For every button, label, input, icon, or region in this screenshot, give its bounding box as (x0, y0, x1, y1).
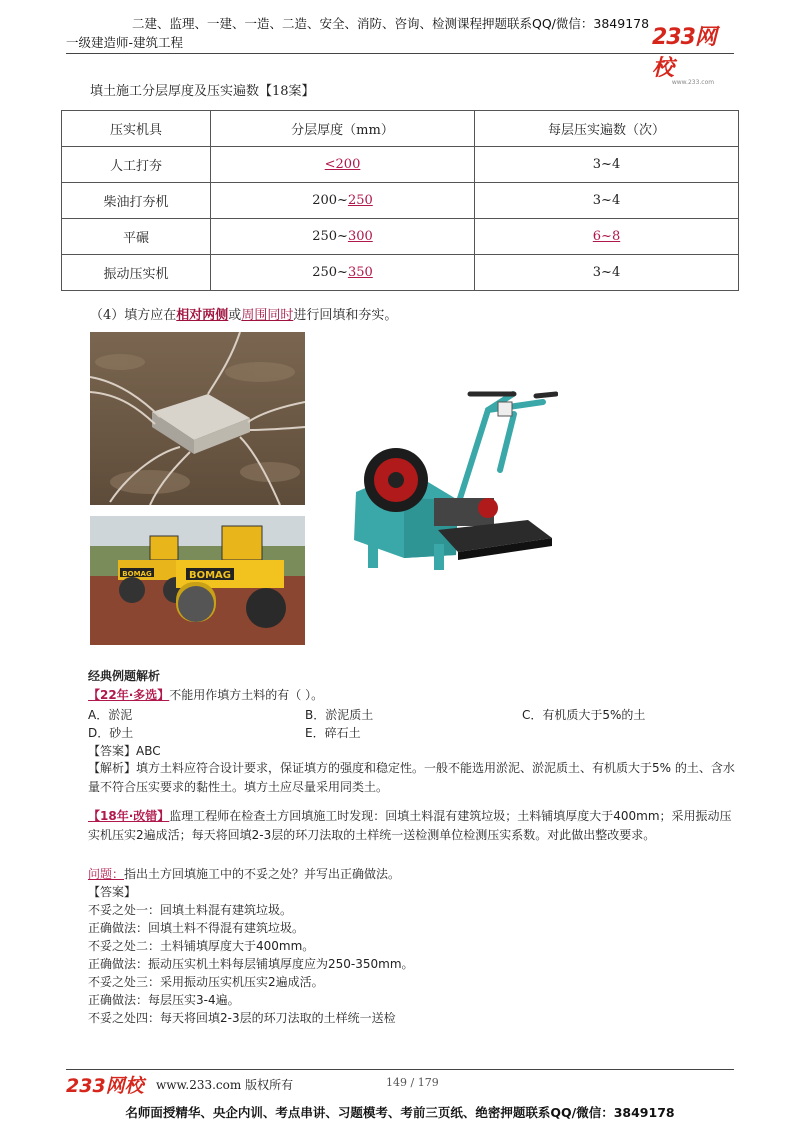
thickness-highlight: 350 (347, 265, 373, 280)
option-c: C．有机质大于5%的土 (522, 708, 646, 722)
question-2-prompt (88, 865, 400, 882)
photo-road-rollers (90, 516, 305, 645)
answer-line: 不妥之处二：土料铺填厚度大于400mm。 (88, 939, 315, 953)
header-passes: 每层压实遍数（次） (475, 111, 739, 147)
photo-plate-compactor (90, 332, 305, 505)
answer-line: 不妥之处一：回填土料混有建筑垃圾。 (88, 903, 293, 917)
header-contact-line: 二建、监理、一建、一造、二造、安全、消防、咨询、检测课程押题联系QQ/微信：3849178 (132, 16, 650, 31)
header-subtitle: 一级建造师-建筑工程 (66, 35, 184, 50)
roller-brand-back: BOMAG (122, 570, 152, 578)
cell-machine: 人工打夯 (62, 147, 211, 183)
thickness-prefix: 250~ (312, 229, 348, 244)
answer-2-label: 【答案】 (88, 885, 137, 899)
cell-machine: 振动压实机 (62, 255, 211, 291)
roller-brand-front: BOMAG (188, 570, 232, 581)
answer-line: 正确做法：回填土料不得混有建筑垃圾。 (88, 921, 305, 935)
question-2-text: 监理工程师在检查土方回填施工时发现：回填土料混有建筑垃圾；土料铺填厚度大于400mm；采用振动压实机压实2遍成活；每天将回填2-3层的环刀法取的土样统一送检测单位检测压实系数。对此做出整改要求。 (88, 809, 732, 842)
table-header-row (62, 111, 739, 147)
answer-line: 不妥之处三：采用振动压实机压实2遍成活。 (88, 975, 324, 989)
option-b: B．淤泥质土 (305, 708, 374, 722)
question-1-text: 不能用作填方土料的有（ ）。 (169, 688, 324, 702)
question-2-label: 问题： (88, 867, 125, 881)
question-2 (88, 807, 740, 845)
table-row (62, 183, 739, 219)
page-number: 149 / 179 (386, 1076, 439, 1089)
para-highlight-2: 周围同时 (241, 308, 294, 323)
logo-mark: 233网校 (652, 25, 716, 81)
para-prefix: （4）填方应在 (90, 308, 177, 323)
passes-highlight: 6~8 (592, 229, 621, 244)
option-a: A．淤泥 (88, 708, 133, 722)
option-e: E．碎石土 (305, 726, 361, 740)
thickness-highlight: <200 (324, 157, 361, 172)
thickness-highlight: 250 (347, 193, 373, 208)
table-row (62, 255, 739, 291)
footer-logo: 233网校 (66, 1075, 144, 1097)
thickness-highlight: 300 (347, 229, 373, 244)
answer-line: 正确做法：振动压实机土料每层铺填厚度应为250-350mm。 (88, 957, 414, 971)
thickness-prefix: 250~ (312, 265, 348, 280)
header-thickness: 分层厚度（mm） (211, 111, 475, 147)
question-2-question: 指出土方回填施工中的不妥之处？并写出正确做法。 (124, 867, 401, 881)
cell-machine: 平碾 (62, 219, 211, 255)
table-row (62, 219, 739, 255)
table-row (62, 147, 739, 183)
footer-promo: 名师面授精华、央企内训、考点串讲、习题模考、考前三页纸、绝密押题联系QQ/微信：3849178 (125, 1105, 675, 1120)
answer-line: 正确做法：每层压实3-4遍。 (88, 993, 240, 1007)
cell-thickness (211, 183, 475, 219)
paragraph-backfill (90, 304, 397, 323)
illustration-vibratory-compactor (338, 380, 558, 580)
cell-machine: 柴油打夯机 (62, 183, 211, 219)
answer-line: 不妥之处四：每天将回填2-3层的环刀法取的土样统一送检 (88, 1011, 396, 1025)
cell-passes (475, 219, 739, 255)
logo-url: www.233.com (671, 79, 715, 86)
para-mid: 或 (228, 308, 242, 323)
para-highlight-1: 相对两侧 (176, 308, 229, 323)
analysis-1: 【解析】填方土料应符合设计要求，保证填方的强度和稳定性。一般不能选用淤泥、淤泥质土、有机质大于5% 的土、含水量不符合压实要求的黏性土。填方土应尽量采用同类土。 (88, 761, 735, 794)
answer-1: 【答案】ABC (88, 744, 161, 758)
question-2-tag: 【18年·改错】 (88, 809, 170, 823)
header-divider (66, 53, 734, 54)
compaction-table (61, 110, 739, 291)
question-1 (88, 686, 323, 703)
cell-thickness (211, 219, 475, 255)
footer-copyright: www.233.com 版权所有 (156, 1078, 294, 1092)
example-heading: 经典例题解析 (88, 669, 161, 683)
section-title: 填土施工分层厚度及压实遍数【18案】 (90, 84, 315, 99)
brand-logo (652, 20, 734, 86)
cell-passes: 3~4 (475, 255, 739, 291)
question-1-tag: 【22年·多选】 (88, 688, 170, 702)
cell-passes: 3~4 (475, 183, 739, 219)
thickness-prefix: 200~ (312, 193, 348, 208)
cell-thickness (211, 255, 475, 291)
footer-divider (66, 1069, 734, 1070)
option-d: D．砂土 (88, 726, 134, 740)
para-suffix: 进行回填和夯实。 (293, 308, 398, 323)
cell-passes: 3~4 (475, 147, 739, 183)
header-machine: 压实机具 (62, 111, 211, 147)
cell-thickness (211, 147, 475, 183)
